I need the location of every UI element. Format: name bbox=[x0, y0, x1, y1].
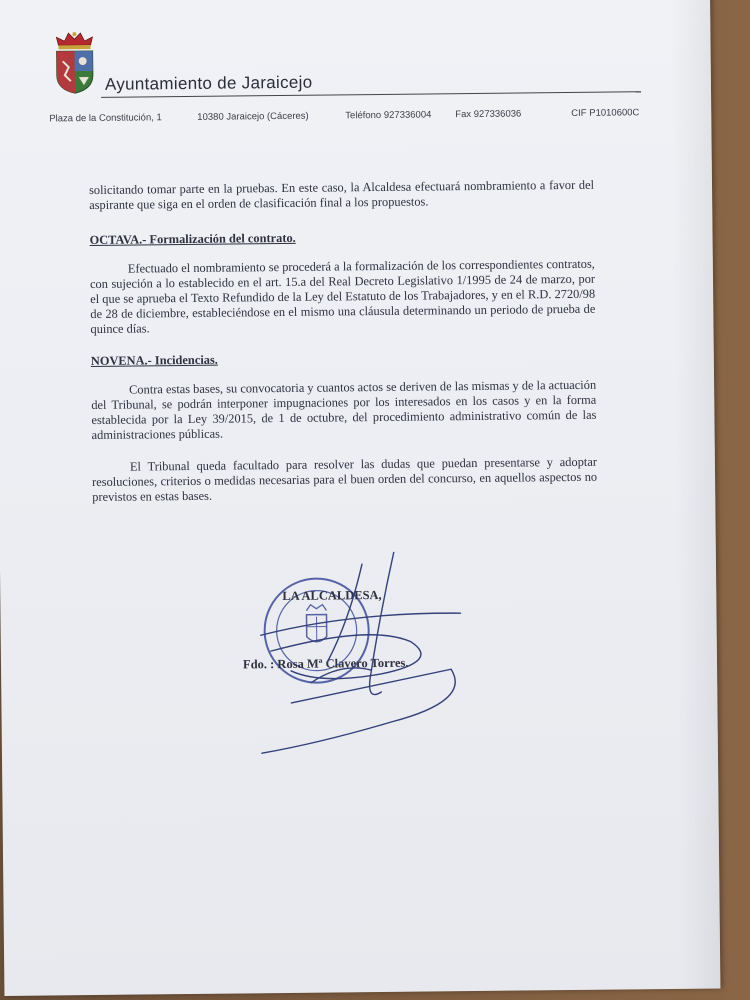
section-octava-heading: OCTAVA.- Formalización del contrato. bbox=[89, 230, 296, 248]
address-line bbox=[49, 107, 661, 125]
section-octava-text: Efectuado el nombramiento se procederá a la formalización de los correspondientes contratos, con sujeción a lo establecido en el art. 15.a del Real Decreto Legislativo 1/1995 de 24 de marzo, por el que se aprueba el Texto Refundido de la Ley del Estatuto de los Trabajadores, y en el R.D. 2720/98 de 28 de diciembre, estableciéndose en el mismo una cláusula determinando un periodo de prueba de quince días. bbox=[89, 256, 596, 337]
section-novena-text-1: Contra estas bases, su convocatoria y cuantos actos se deriven de las mismas y de la actuación del Tribunal, se podrán interponer impugnaciones por los interesados en los casos y en la forma establecida por la Ley 39/2015, de 1 de octubre, del procedimiento administrativo común de las administraciones públicas. bbox=[91, 377, 597, 443]
signature-block bbox=[230, 551, 492, 764]
letterhead bbox=[50, 25, 651, 131]
cif-number: CIF P1010600C bbox=[571, 107, 640, 119]
signatory-name: Fdo. : Rosa Mª Clavero Torres. bbox=[242, 655, 409, 672]
section-novena-text-2: El Tribunal queda facultado para resolver las dudas que puedan presentarse y adoptar resoluciones, criterios o medidas necesarias para el buen orden del concurso, en aquellos aspectos no previstos en estas bases. bbox=[92, 454, 598, 504]
street-address: Plaza de la Constitución, 1 bbox=[49, 112, 162, 125]
handwritten-signature bbox=[230, 551, 492, 764]
page-shadow bbox=[670, 0, 720, 989]
coat-of-arms-icon bbox=[50, 31, 99, 95]
phone-number: Teléfono 927336004 bbox=[345, 109, 432, 122]
organization-name: Ayuntamiento de Jaraicejo bbox=[104, 72, 313, 94]
fax-number: Fax 927336036 bbox=[455, 108, 522, 121]
document-body bbox=[89, 178, 597, 505]
section-novena-heading: NOVENA.- Incidencias. bbox=[90, 352, 218, 369]
postal-address: 10380 Jaraicejo (Cáceres) bbox=[197, 110, 309, 123]
intro-paragraph: solicitando tomar parte en la pruebas. En este caso, la Alcaldesa efectuará nombramiento a favor del aspirante que siga en el orden de clasificación final a los propuestos. bbox=[88, 177, 595, 213]
signatory-title: LA ALCALDESA, bbox=[282, 587, 382, 604]
